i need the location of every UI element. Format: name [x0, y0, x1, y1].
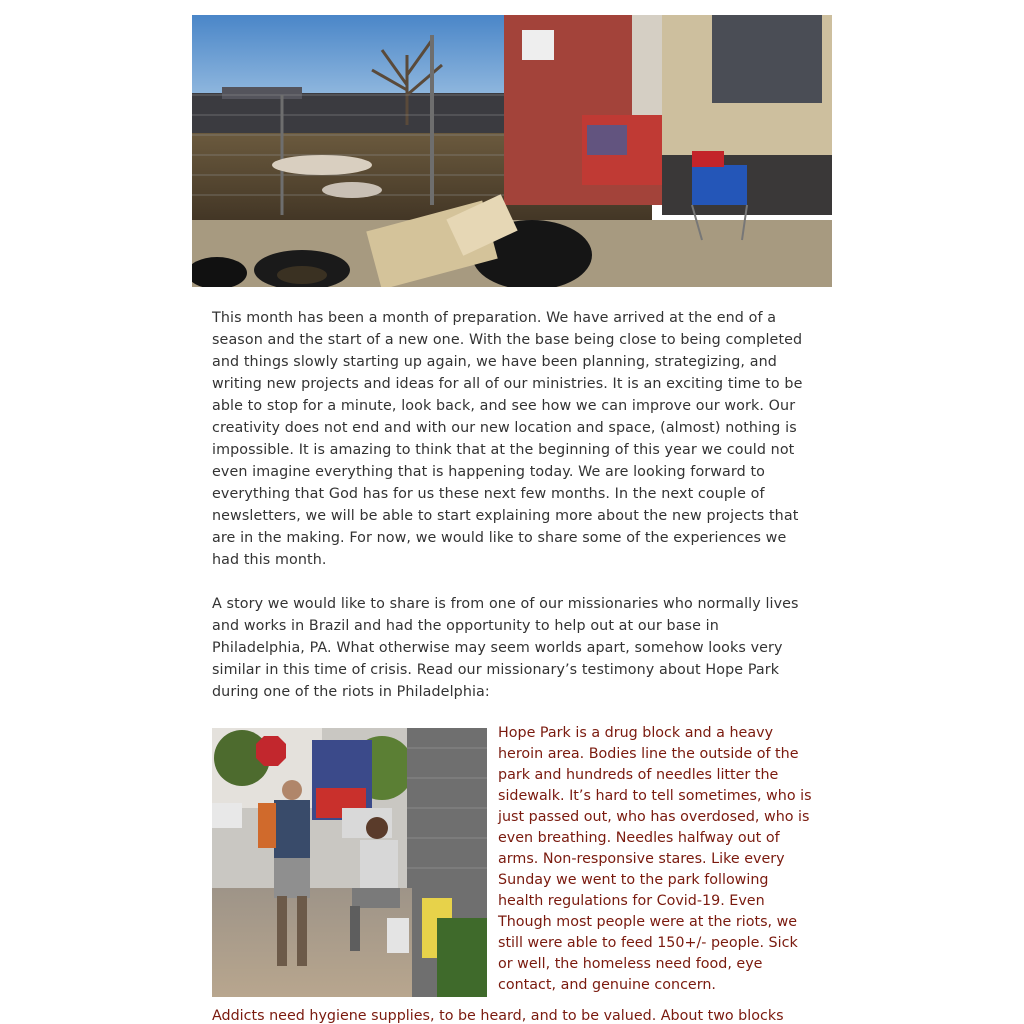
hope-park-image: [212, 728, 487, 997]
testimony-quote: Hope Park is a drug block and a heavy heroin area. Bodies line the outside of the park and hundreds of needles litter the sidewalk. It’s hard to tell sometimes, who is just passed out, who has overdosed, who is even breathing. Needles halfway out of arms. Non-responsive stares. Like every Sunday we went to the park following health regulations for Covid-19. Even Though most people were at the riots, we still were able to feed 150+/- people. Sick or well, the homeless need food, eye contact, and genuine concern.: [498, 725, 812, 993]
hero-image: [192, 15, 832, 287]
intro-paragraph: This month has been a month of preparation. We have arrived at the end of a season and the start of a new one. With the base being close to being completed and things slowly starting up again, we have been planning, strategizing, and writing new projects and ideas for all of our ministries. It is an exciting time to be able to stop for a minute, look back, and see how we can improve our work. Our creativity does not end and with our new location and space, (almost) nothing is impossible. It is amazing to think that at the beginning of this year we could not even imagine everything that is happening today. We are looking forward to everything that God has for us these next few months. In the next couple of newsletters, we will be able to start explaining more about the new projects that are in the making. For now, we would like to share some of the experiences we had this month.: [212, 310, 803, 568]
hope-park-photo: [212, 728, 487, 997]
story-intro-paragraph: A story we would like to share is from one of our missionaries who normally lives and works in Brazil and had the opportunity to help out at our base in Philadelphia, PA. What otherwise may seem worlds apart, somehow looks very similar in this time of crisis. Read our missionary’s testimony about Hope Park during one of the riots in Philadelphia:: [212, 596, 799, 700]
street-scene-photo: [192, 15, 832, 287]
testimony-continuation: Addicts need hygiene supplies, to be heard, and to be valued. About two blocks: [212, 1008, 784, 1024]
